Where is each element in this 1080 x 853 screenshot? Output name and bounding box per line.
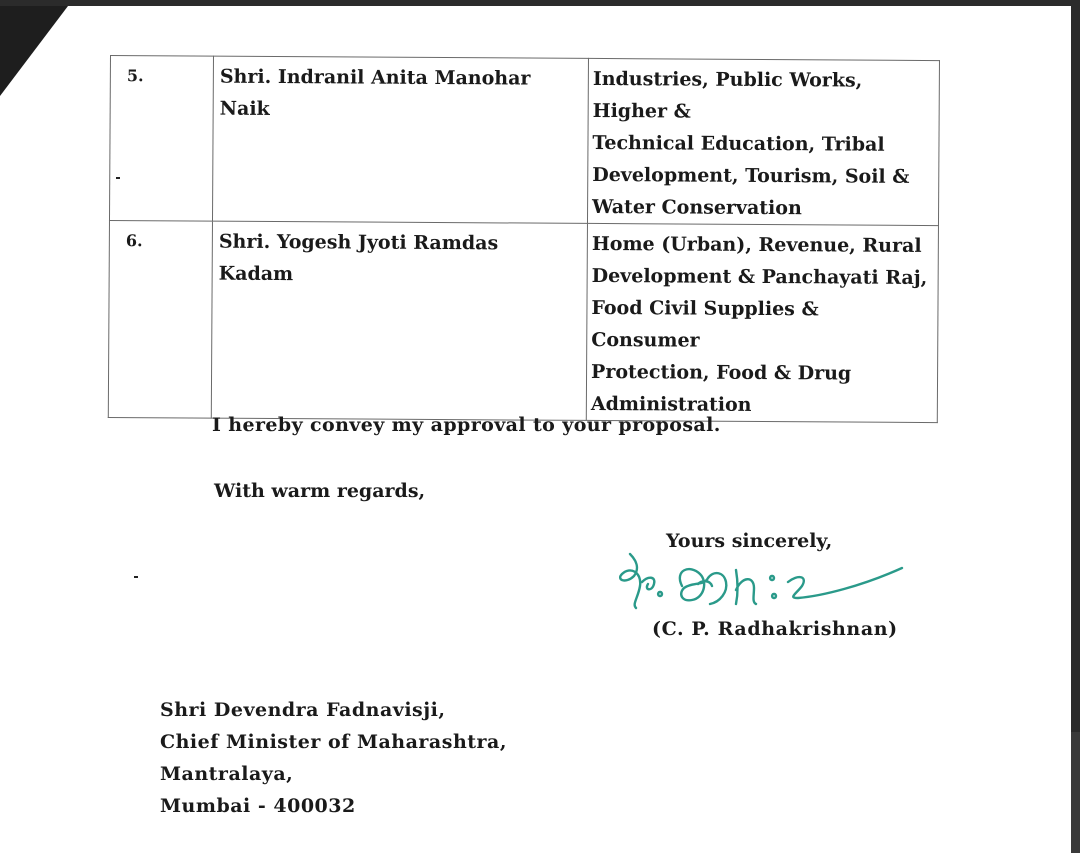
minister-name: Shri. Yogesh Jyoti Ramdas Kadam (211, 221, 587, 420)
address-line: Shri Devendra Fadnavisji, (160, 699, 446, 721)
signatory-name: (C. P. Radhakrishnan) (652, 618, 898, 640)
recipient-address (160, 694, 507, 822)
handwritten-signature (612, 546, 912, 624)
scan-mark (134, 576, 138, 578)
scrollbar[interactable] (1071, 732, 1080, 853)
regards-line: With warm regards, (214, 480, 426, 502)
page-corner-shadow (0, 6, 68, 96)
table-row (108, 220, 938, 422)
row-number: 6. (108, 220, 212, 418)
scan-mark (116, 177, 120, 179)
portfolio-list: Home (Urban), Revenue, Rural Development & Panchayati Raj, Food Civil Supplies & Consumer Protection, Food & Drug Administration (586, 223, 938, 422)
address-line: Mantralaya, (160, 763, 294, 785)
document-page (0, 6, 1071, 853)
closing-line: Yours sincerely, (666, 530, 833, 552)
portfolio-table (108, 55, 940, 423)
row-number: 5. (109, 56, 213, 222)
address-line: Mumbai - 400032 (160, 795, 356, 817)
approval-statement: I hereby convey my approval to your proposal. (212, 414, 721, 436)
table-row (109, 56, 939, 226)
portfolio-list: Industries, Public Works, Higher & Technical Education, Tribal Development, Tourism, Soil & Water Conservation (587, 58, 939, 225)
minister-name: Shri. Indranil Anita Manohar Naik (212, 56, 588, 223)
address-line: Chief Minister of Maharashtra, (160, 731, 507, 753)
